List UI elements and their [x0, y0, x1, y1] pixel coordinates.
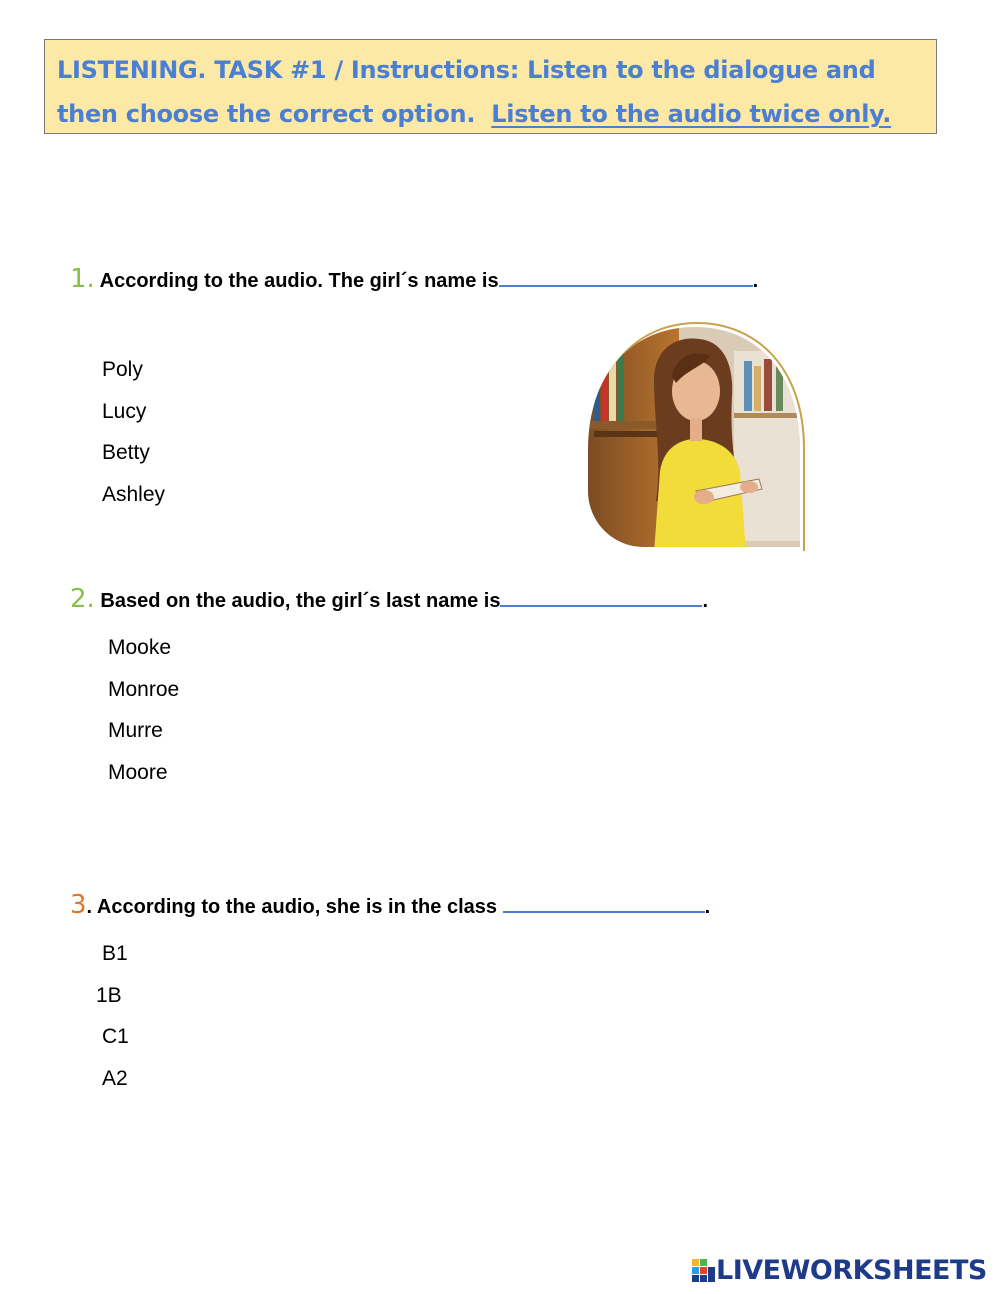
question-2	[70, 584, 708, 614]
question-3	[70, 890, 710, 920]
option[interactable]: Ashley	[102, 483, 166, 506]
instructions-line-2	[57, 92, 924, 136]
question-1	[70, 264, 758, 294]
instructions-line-1: LISTENING. TASK #1 / Instructions: Listen to the dialogue and	[57, 56, 876, 84]
question-text: Based on the audio, the girl´s last name is	[100, 590, 501, 612]
question-number: 1.	[70, 264, 95, 294]
option[interactable]: Monroe	[108, 678, 180, 701]
option[interactable]: Moore	[108, 761, 168, 784]
instructions-banner	[44, 39, 937, 134]
option[interactable]: 1B	[96, 984, 122, 1007]
option[interactable]: Lucy	[102, 400, 147, 423]
option[interactable]: Murre	[108, 719, 163, 742]
question-number: 2.	[70, 584, 95, 614]
instructions-emphasis: Listen to the audio twice only.	[491, 100, 892, 128]
option[interactable]: C1	[102, 1025, 129, 1048]
instructions-text: then choose the correct option.	[57, 100, 476, 128]
option[interactable]: Mooke	[108, 636, 172, 659]
liveworksheets-logo-icon	[692, 1257, 716, 1283]
answer-blank[interactable]	[500, 587, 702, 607]
liveworksheets-logo-text: LIVEWORKSHEETS	[716, 1254, 987, 1286]
girl-reading-photo	[584, 321, 806, 553]
question-end: .	[702, 590, 709, 612]
option[interactable]: B1	[102, 942, 128, 965]
option[interactable]: Poly	[102, 358, 143, 381]
question-number: 3	[70, 890, 87, 920]
option[interactable]: Betty	[102, 441, 150, 464]
answer-blank[interactable]	[499, 267, 753, 287]
question-text: . According to the audio, she is in the class	[86, 896, 503, 918]
answer-blank[interactable]	[503, 893, 705, 913]
question-text: According to the audio. The girl´s name is	[99, 270, 499, 292]
option[interactable]: A2	[102, 1067, 128, 1090]
question-end: .	[704, 896, 711, 918]
question-end: .	[752, 270, 759, 292]
liveworksheets-logo	[692, 1252, 987, 1288]
